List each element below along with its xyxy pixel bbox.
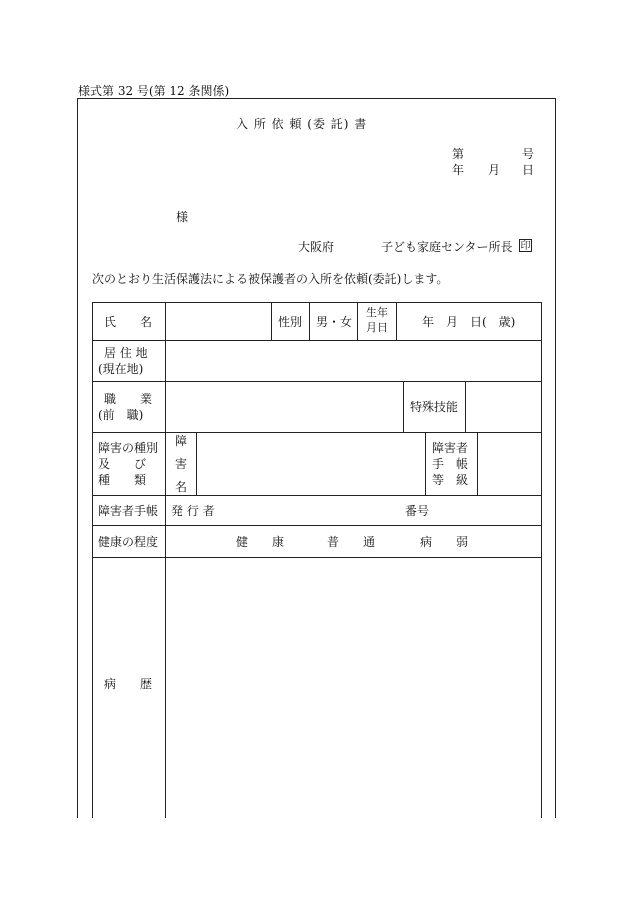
health-label: 健康の程度: [98, 535, 159, 549]
disability-type-label-1: 障害の種別: [98, 441, 159, 455]
date-month: 月: [488, 163, 501, 177]
handbook-label: 障害者手帳: [98, 504, 159, 518]
residence-label-2: (現在地): [98, 362, 144, 376]
disability-name-label-2: 害: [175, 457, 188, 471]
addressee-suffix: 様: [176, 210, 189, 224]
issuer-office: 子ども家庭センター所長: [381, 240, 513, 254]
gender-label: 性別: [278, 315, 303, 329]
disability-name-label-1: 障: [175, 434, 188, 448]
health-option-normal[interactable]: 普 通: [327, 535, 376, 549]
name-label: 氏 名: [104, 315, 153, 329]
disability-type-label-3: 種 類: [98, 473, 147, 487]
form-title: 入 所 依 頼 (委 託) 書: [236, 117, 368, 131]
handbook-grade-label-3: 等 級: [432, 473, 469, 487]
disability-type-label-2: 及 び: [98, 457, 147, 471]
birth-label-1: 生年: [366, 306, 388, 319]
residence-label-1: 居 住 地: [104, 346, 148, 360]
handbook-grade-label-1: 障害者: [432, 441, 469, 455]
special-skill-label: 特殊技能: [410, 400, 459, 414]
handbook-grade-label-2: 手 帳: [432, 457, 469, 471]
special-skill-field[interactable]: [468, 385, 538, 429]
handbook-number-label: 番号: [405, 504, 430, 518]
birth-label-2: 月日: [366, 321, 388, 334]
issuer-prefecture: 大阪府: [298, 240, 335, 254]
occupation-label-1: 職 業: [104, 392, 153, 406]
disability-name-label-3: 名: [175, 480, 188, 494]
handbook-grade-field[interactable]: [480, 436, 538, 492]
history-field[interactable]: [168, 561, 538, 815]
health-option-weak[interactable]: 病 弱: [420, 535, 469, 549]
handbook-issuer-field[interactable]: [228, 499, 398, 521]
date-day: 日: [522, 163, 535, 177]
seal-mark: 印: [520, 241, 531, 252]
number-suffix: 号: [522, 147, 535, 161]
form-number-note: 様式第 32 号(第 12 条関係): [78, 84, 230, 98]
occupation-field[interactable]: [168, 385, 400, 429]
residence-field[interactable]: [168, 344, 538, 378]
birth-date-field[interactable]: 年 月 日( 歳): [422, 315, 516, 329]
number-prefix: 第: [452, 147, 465, 161]
health-option-good[interactable]: 健 康: [236, 535, 285, 549]
intro-text: 次のとおり生活保護法による被保護者の入所を依頼(委託)します。: [92, 272, 449, 286]
issuer-field-label: 発 行 者: [171, 504, 215, 518]
gender-options[interactable]: 男・女: [316, 315, 353, 329]
occupation-label-2: (前 職): [98, 408, 144, 422]
date-year: 年: [452, 163, 465, 177]
disability-name-field[interactable]: [199, 436, 421, 492]
history-label: 病 歴: [104, 677, 153, 691]
name-field[interactable]: [168, 306, 268, 336]
handbook-number-field[interactable]: [434, 499, 538, 521]
